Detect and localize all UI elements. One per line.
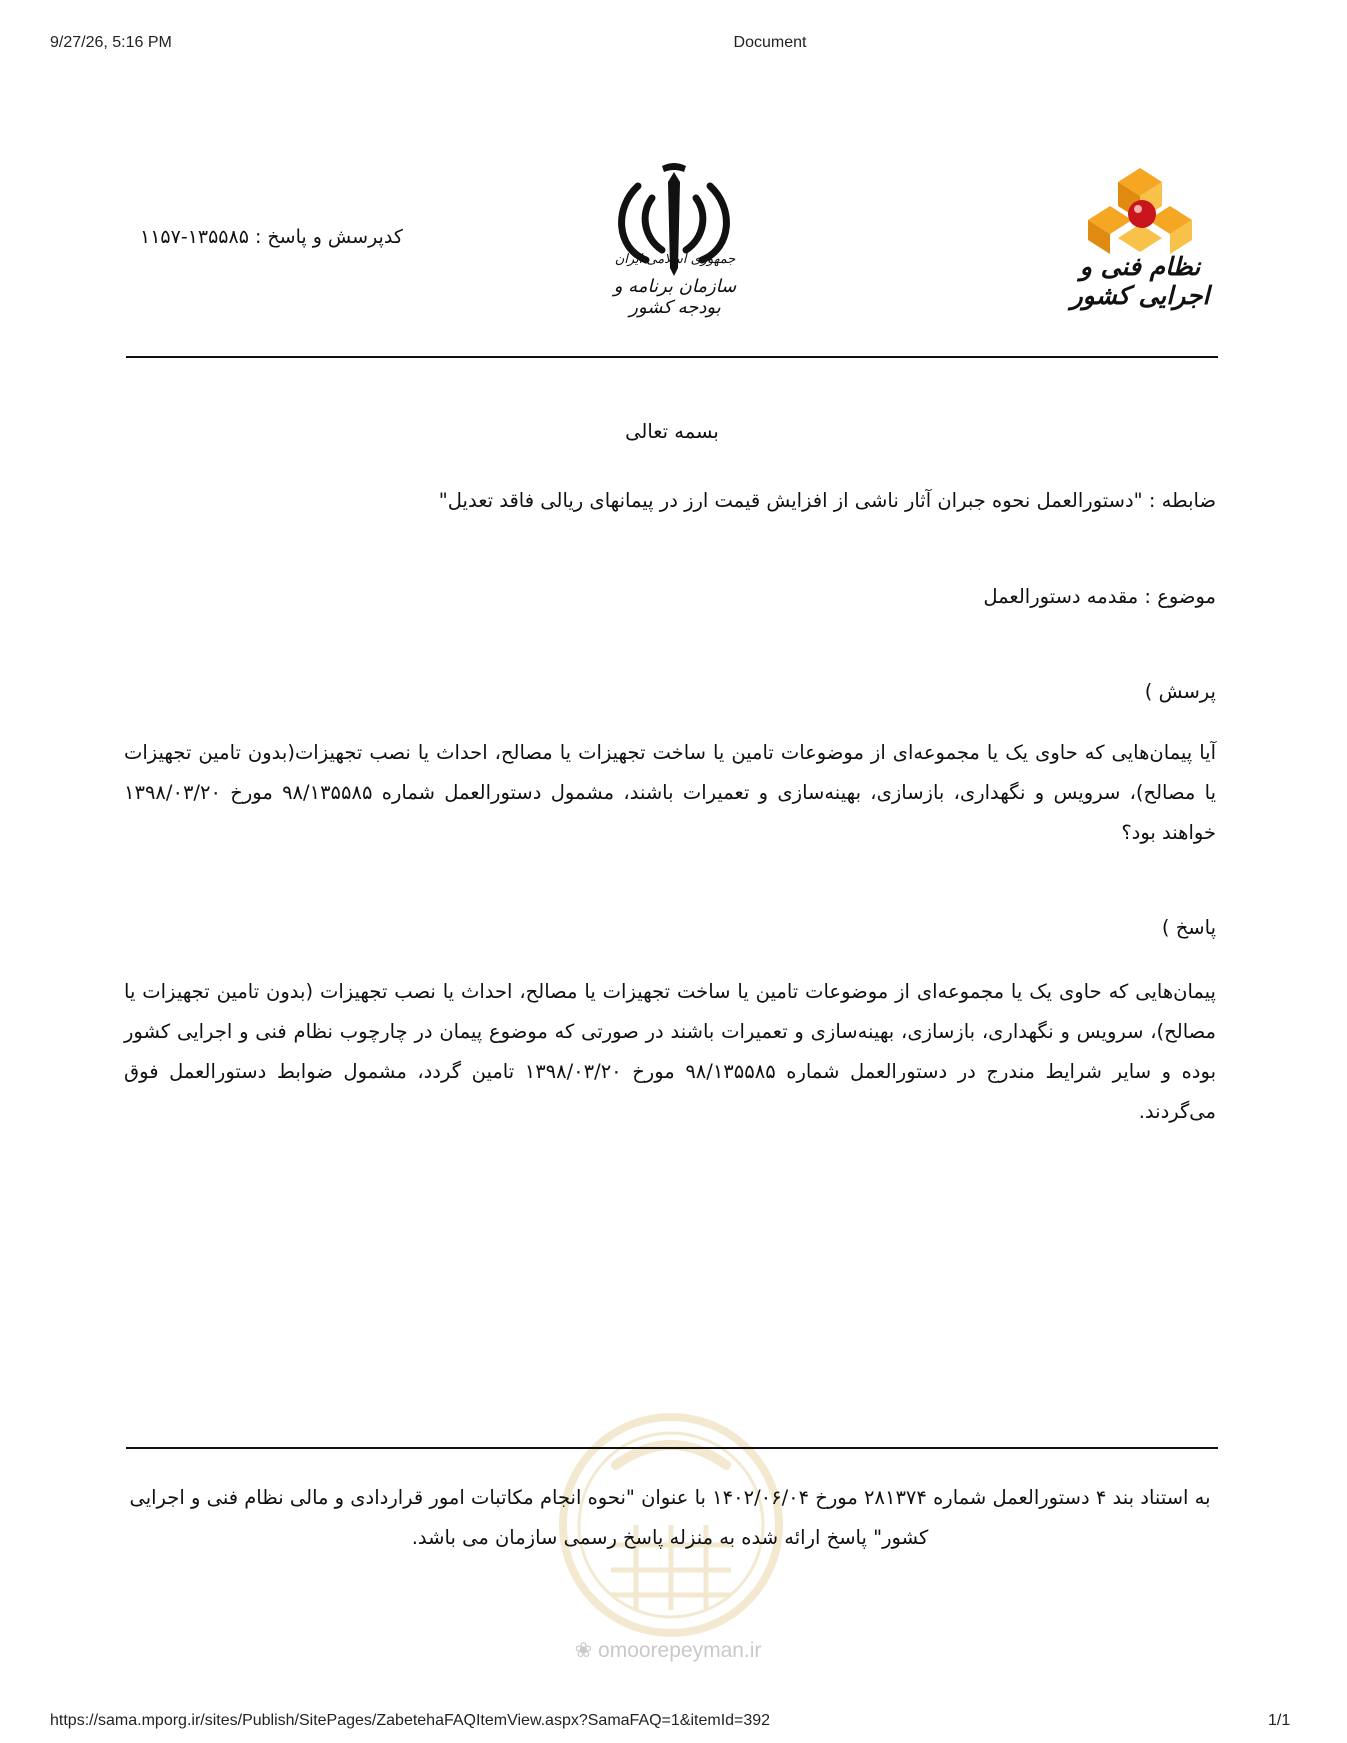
nezam-logo-text: نظام فنی و اجرایی کشور [1070,252,1210,310]
answer-text: پیمان‌هایی که حاوی یک یا مجموعه‌ای از موضوعات تامین یا ساخت تجهیزات یا مصالح، احداث یا نصب تجهیزات (بدون تامین تجهیزات یا مصالح)، سرویس و نگهداری، بازسازی، بهینه‌سازی و تعمیرات باشند در صورتی که موضوع پیمان در چارچوب نظام فنی و اجرایی کشور بوده و سایر شرایط مندرج در دستورالعمل شماره ۹۸/۱۳۵۵۸۵ مورخ ۱۳۹۸/۰۳/۲۰ تامین گردد، مشمول ضوابط دستورالعمل فوق می‌گردند. [124,980,1216,1123]
print-datetime: 9/27/26, 5:16 PM [50,34,172,51]
watermark-site-text: omoorepeyman.ir [598,1639,762,1662]
footer-note: به استناد بند ۴ دستورالعمل شماره ۲۸۱۳۷۴ مورخ ۱۴۰۲/۰۶/۰۴ با عنوان "نحوه انجام مکاتبات امور قراردادی و مالی نظام فنی و اجرایی کشور" پاسخ ارائه شده به منزله پاسخ رسمی سازمان می باشد. [129,1486,1211,1549]
header-divider [126,356,1218,358]
subject: موضوع : مقدمه دستورالعمل [983,585,1216,608]
print-title: Document [733,34,807,51]
watermark-site [563,1638,773,1663]
print-url[interactable]: https://sama.mporg.ir/sites/Publish/SitePages/ZabetehaFAQItemView.aspx?SamaFAQ=1&itemId=392 [50,1712,771,1729]
emblem-line-1: جمهوری اسلامی ایران [614,252,736,267]
invocation: بسمه تعالی [625,420,719,443]
code-value: ۱۳۵۵۸۵-۱۱۵۷ [140,226,249,248]
question-text: آیا پیمان‌هایی که حاوی یک یا مجموعه‌ای از موضوعات تامین یا ساخت تجهیزات یا مصالح، احداث یا نصب تجهیزات(بدون تامین تجهیزات یا مصالح)، سرویس و نگهداری، بازسازی، بهینه‌سازی و تعمیرات باشند، مشمول دستورالعمل شماره ۹۸/۱۳۵۵۸۵ مورخ ۱۳۹۸/۰۳/۲۰ خواهند بود؟ [124,741,1217,844]
code-label: کدپرسش و پاسخ : [254,226,403,248]
question-heading: پرسش ) [1144,680,1216,703]
code-line [140,226,460,248]
watermark-logo-icon: ❀ [574,1639,593,1662]
regulation-title: ضابطه : "دستورالعمل نحوه جبران آثار ناشی از افزایش قیمت ارز در پیمانهای ریالی فاقد تعدیل" [438,489,1216,512]
footer-divider [126,1447,1218,1449]
answer-heading: پاسخ ) [1161,916,1216,939]
emblem-line-2: سازمان برنامه و بودجه کشور [613,276,737,318]
print-page-number: 1/1 [1268,1712,1291,1729]
